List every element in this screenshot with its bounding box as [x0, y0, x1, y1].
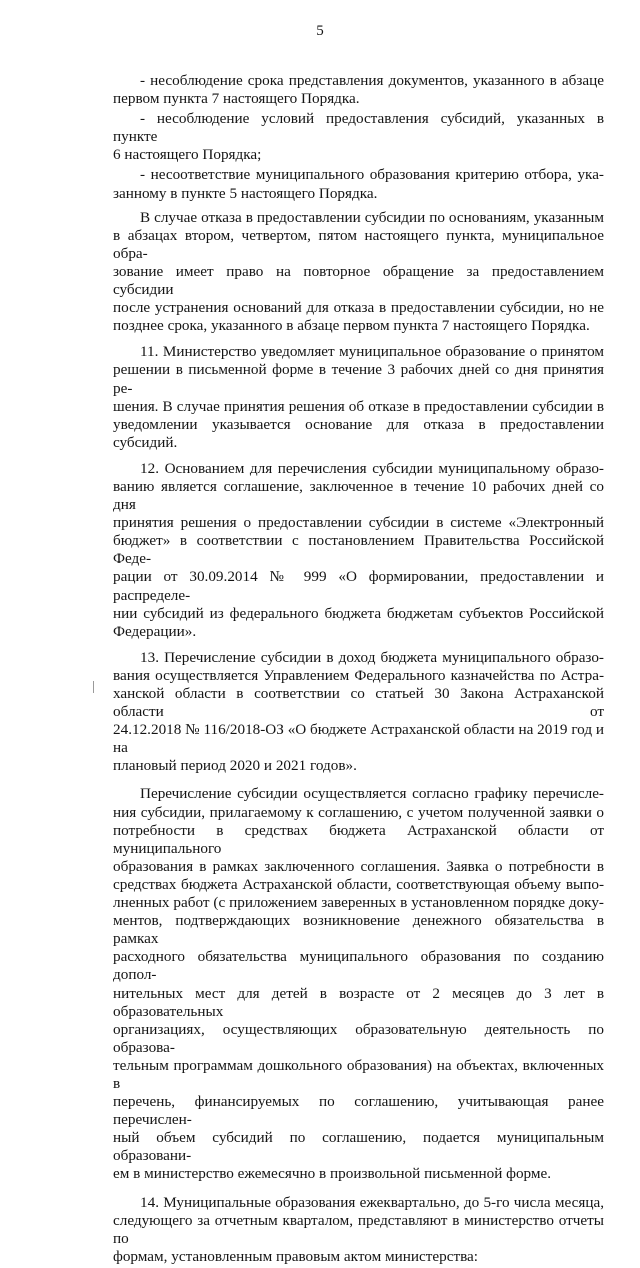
paragraph-line: ментов, подтверждающих возникновение денежного обязательства в рамках — [113, 912, 604, 948]
paragraph — [113, 785, 604, 1183]
paragraph-line: 24.12.2018 № 116/2018-ОЗ «О бюджете Астраханской области на 2019 год и на — [113, 721, 604, 757]
paragraph-line: занному в пункте 5 настоящего Порядка. — [113, 184, 378, 202]
paragraph-line: шения. В случае принятия решения об отказе в предоставлении субсидии в — [113, 397, 604, 415]
paragraph-line: решении в письменной форме в течение 3 рабочих дней со дня принятия ре- — [113, 361, 604, 397]
paragraph-line: ванию является соглашение, заключенное в течение 10 рабочих дней со дня — [113, 477, 604, 514]
paragraph-line: вания осуществляется Управлением Федерального казначейства по Астра- — [113, 666, 604, 684]
paragraph-line: - несоответствие муниципального образования критерию отбора, ука- — [140, 166, 604, 184]
paragraph-line: лненных работ (с приложением заверенных в установленном порядке доку- — [113, 894, 604, 912]
paragraph-line: нии субсидий из федерального бюджета бюджетам субъектов Российской — [113, 604, 604, 622]
paragraph-line: бюджет» в соответствии с постановлением Правительства Российской Феде- — [113, 532, 604, 568]
paragraph-line: - несоблюдение срока представления документов, указанного в абзаце — [140, 72, 604, 89]
paragraph-line: организациях, осуществляющих образовательную деятельность по образова- — [113, 1020, 604, 1056]
paragraph-line: 13. Перечисление субсидии в доход бюджета муниципального образо- — [140, 648, 604, 666]
paragraph — [113, 343, 604, 452]
paragraph-line: ем в министерство ежемесячно в произвольной письменной форме. — [113, 1165, 552, 1183]
paragraph-line: 11. Министерство уведомляет муниципальное образование о принятом — [140, 343, 604, 361]
paragraph — [113, 1194, 604, 1266]
paragraph-line: В случае отказа в предоставлении субсидии по основаниям, указанным — [140, 208, 604, 226]
paragraph-line: зование имеет право на повторное обращение за предоставлением субсидии — [113, 262, 604, 299]
paragraph — [113, 110, 604, 164]
document-body — [113, 72, 604, 1268]
paragraph-line: первом пункта 7 настоящего Порядка. — [113, 90, 360, 108]
paragraph-line: нительных мест для детей в возрасте от 2 месяцев до 3 лет в образовательных — [113, 984, 604, 1020]
paragraph-line: средствах бюджета Астраханской области, соответствующая объему выпо- — [113, 875, 604, 893]
paragraph-line: формам, установленным правовым актом министерства: — [113, 1247, 479, 1265]
paragraph-line: тельным программам дошкольного образования) на объектах, включенных в — [113, 1056, 604, 1092]
paragraph — [113, 209, 604, 336]
paragraph-line: Перечисление субсидии осуществляется согласно графику перечисле- — [140, 785, 604, 803]
page-number: 5 — [316, 23, 324, 39]
paragraph-line: расходного обязательства муниципального образования по созданию допол- — [113, 948, 604, 984]
paragraph-line: в абзацах втором, четвертом, пятом настоящего пункта, муниципальное обра- — [113, 226, 604, 262]
paragraph-line: ния субсидии, прилагаемому к соглашению, с учетом полученной заявки о — [113, 803, 604, 821]
paragraph-line: - несоблюдение условий предоставления субсидий, указанных в пункте — [113, 110, 604, 146]
paragraph-line: потребности в средствах бюджета Астраханской области от муниципального — [113, 821, 604, 857]
scan-artifact-mark — [93, 681, 94, 693]
paragraph-line: ный объем субсидий по соглашению, подается муниципальным образовани- — [113, 1129, 604, 1165]
paragraph-line: образования в рамках заключенного соглашения. Заявка о потребности в — [113, 857, 604, 875]
paragraph — [113, 649, 604, 776]
paragraph-line: ханской области в соответствии со статьей 30 Закона Астраханской области от — [113, 685, 604, 721]
paragraph-line: плановый период 2020 и 2021 годов». — [113, 757, 357, 775]
paragraph-line: позднее срока, указанного в абзаце первом пункта 7 настоящего Порядка. — [113, 317, 590, 335]
paragraph — [113, 460, 604, 641]
paragraph-line: рации от 30.09.2014 № 999 «О формировании, предоставлении и распределе- — [113, 568, 604, 604]
paragraph-line: 12. Основанием для перечисления субсидии муниципальному образо- — [140, 459, 604, 477]
paragraph — [113, 166, 604, 202]
paragraph-line: уведомлении указывается основание для отказа в предоставлении субсидий. — [113, 415, 604, 451]
paragraph-line: 6 настоящего Порядка; — [113, 146, 262, 164]
paragraph-line: 14. Муниципальные образования ежеквартально, до 5-го числа месяца, — [140, 1193, 604, 1211]
paragraph-line: принятия решения о предоставлении субсидии в системе «Электронный — [113, 514, 604, 532]
paragraph-line: следующего за отчетным кварталом, представляют в министерство отчеты по — [113, 1211, 604, 1247]
paragraph-line: после устранения оснований для отказа в предоставлении субсидии, но не — [113, 299, 604, 317]
paragraph-line: перечень, финансируемых по соглашению, учитывающая ранее перечислен- — [113, 1093, 604, 1129]
paragraph-line: Федерации». — [113, 622, 197, 640]
paragraph — [113, 72, 604, 108]
